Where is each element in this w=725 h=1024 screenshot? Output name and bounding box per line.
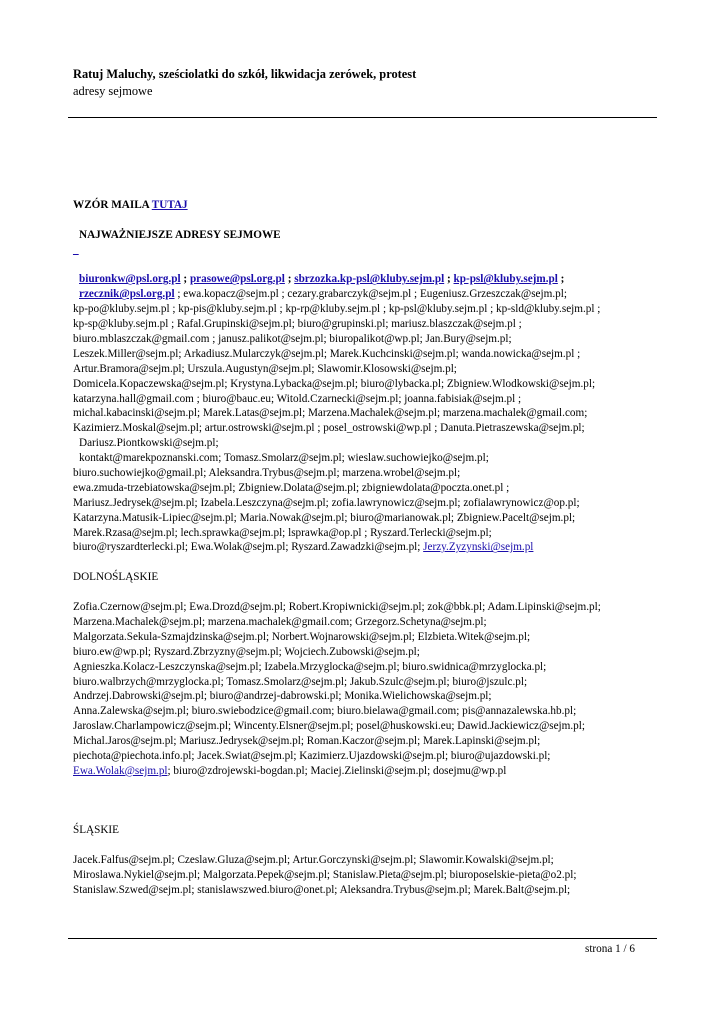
template-line — [73, 198, 657, 213]
important-line: Domicela.Kopaczewska@sejm.pl; Krystyna.Lybacka@sejm.pl; biuro@lybacka.pl; Zbigniew.Wlodkowski@sejm.pl; — [73, 377, 596, 390]
dolnoslaskie-line: Marzena.Machalek@sejm.pl; marzena.machalek@gmail.com; Grzegorz.Schetyna@sejm.pl; — [73, 615, 487, 628]
slaskie-line: Stanislaw.Szwed@sejm.pl; stanislawszwed.biuro@onet.pl; Aleksandra.Trybus@sejm.pl; Marek.Balt@sejm.pl; — [73, 883, 571, 896]
section-heading-dolnoslaskie: DOLNOŚLĄSKIE — [73, 571, 159, 584]
important-line: Kazimierz.Moskal@sejm.pl; artur.ostrowski@sejm.pl ; posel_ostrowski@wp.pl ; Danuta.Pietraszewska@sejm.pl; — [73, 422, 585, 435]
important-heading: NAJWAŻNIEJSZE ADRESY SEJMOWE — [79, 228, 281, 241]
dolnoslaskie-line: Anna.Zalewska@sejm.pl; biuro.swiebodzice@gmail.com; biuro.bielawa@gmail.com; pis@annazalewska.hb.pl; — [73, 705, 577, 718]
important-line: Mariusz.Jedrysek@sejm.pl; Izabela.Leszczyna@sejm.pl; zofia.lawrynowicz@sejm.pl; zofialawrynowicz@op.pl; — [73, 496, 580, 509]
important-links-line: biuronkw@psl.org.pl ; prasowe@psl.org.pl ; sbrzozka.kp-psl@kluby.sejm.pl ; kp-psl@kluby.sejm.pl ; — [79, 273, 565, 286]
dolnoslaskie-line: Ewa.Wolak@sejm.pl; biuro@zdrojewski-bogdan.pl; Maciej.Zielinski@sejm.pl; dosejmu@wp.pl — [73, 764, 507, 777]
important-line: Katarzyna.Matusik-Lipiec@sejm.pl; Maria.Nowak@sejm.pl; biuro@marianowak.pl; Zbigniew.Pacelt@sejm.pl; — [73, 511, 576, 524]
important-line: biuro@ryszardterlecki.pl; Ewa.Wolak@sejm.pl; Ryszard.Zawadzki@sejm.pl; Jerzy.Zyzynski@sejm.pl — [73, 541, 534, 554]
important-marker-link[interactable]: _ — [73, 243, 79, 256]
important-line: Marek.Rzasa@sejm.pl; lech.sprawka@sejm.pl; lsprawka@op.pl ; Ryszard.Terlecki@sejm.pl; — [73, 526, 492, 539]
important-line: Leszek.Miller@sejm.pl; Arkadiusz.Mularczyk@sejm.pl; Marek.Kuchcinski@sejm.pl; wanda.nowicka@sejm.pl ; — [73, 347, 581, 360]
email-link[interactable]: Ewa.Wolak@sejm.pl — [73, 764, 168, 777]
slaskie-line: Jacek.Falfus@sejm.pl; Czeslaw.Gluza@sejm.pl; Artur.Gorczynski@sejm.pl; Slawomir.Kowalski@sejm.pl; — [73, 854, 554, 867]
important-line: kontakt@marekpoznanski.com; Tomasz.Smolarz@sejm.pl; wieslaw.suchowiejko@sejm.pl; — [79, 452, 489, 465]
section-heading-slaskie: ŚLĄSKIE — [73, 824, 119, 837]
dolnoslaskie-line: biuro.walbrzych@mrzyglocka.pl; Tomasz.Smolarz@sejm.pl; Jakub.Szulc@sejm.pl; biuro@jszulc.pl; — [73, 675, 528, 688]
email-link[interactable]: Jerzy.Zyzynski@sejm.pl — [423, 541, 534, 554]
dolnoslaskie-line: Zofia.Czernow@sejm.pl; Ewa.Drozd@sejm.pl; Robert.Kropiwnicki@sejm.pl; zok@bbk.pl; Adam.Lipinski@sejm.pl; — [73, 601, 601, 614]
dolnoslaskie-line: Jaroslaw.Charlampowicz@sejm.pl; Wincenty.Elsner@sejm.pl; posel@huskowski.eu; Dawid.Jackiewicz@sejm.pl; — [73, 720, 585, 733]
dolnoslaskie-line: biuro.ew@wp.pl; Ryszard.Zbrzyzny@sejm.pl; Wojciech.Zubowski@sejm.pl; — [73, 645, 420, 658]
email-link[interactable]: biuronkw@psl.org.pl — [79, 273, 181, 286]
dolnoslaskie-line: Michal.Jaros@sejm.pl; Mariusz.Jedrysek@sejm.pl; Roman.Kaczor@sejm.pl; Marek.Lapinski@sejm.pl; — [73, 735, 541, 748]
dolnoslaskie-line: piechota@piechota.info.pl; Jacek.Swiat@sejm.pl; Kazimierz.Ujazdowski@sejm.pl; biuro@ujazdowski.pl; — [73, 749, 551, 762]
important-line: biuro.suchowiejko@gmail.pl; Aleksandra.Trybus@sejm.pl; marzena.wrobel@sejm.pl; — [73, 467, 461, 480]
important-line: Dariusz.Piontkowski@sejm.pl; — [79, 437, 219, 450]
dolnoslaskie-line: Malgorzata.Sekula-Szmajdzinska@sejm.pl; Norbert.Wojnarowski@sejm.pl; Elzbieta.Witek@sejm.pl; — [73, 630, 531, 643]
template-label: WZÓR MAILA — [73, 199, 150, 211]
important-line: Artur.Bramora@sejm.pl; Urszula.Augustyn@sejm.pl; Slawomir.Klosowski@sejm.pl; — [73, 362, 457, 375]
email-link[interactable]: sbrzozka.kp-psl@kluby.sejm.pl — [294, 273, 445, 286]
email-link[interactable]: prasowe@psl.org.pl — [189, 273, 285, 286]
important-line: kp-po@kluby.sejm.pl ; kp-pis@kluby.sejm.pl ; kp-rp@kluby.sejm.pl ; kp-psl@kluby.sejm.pl ; kp-sld@kluby.sejm.pl ; — [73, 303, 601, 316]
important-line: katarzyna.hall@gmail.com ; biuro@bauc.eu; Witold.Czarnecki@sejm.pl; joanna.fabisiak@sejm.pl ; — [73, 392, 522, 405]
important-line: rzecznik@psl.org.pl ; ewa.kopacz@sejm.pl ; cezary.grabarczyk@sejm.pl ; Eugeniusz.Grzeszczak@sejm.pl; — [79, 288, 567, 301]
email-link[interactable]: rzecznik@psl.org.pl — [79, 288, 175, 301]
email-link[interactable]: kp-psl@kluby.sejm.pl — [453, 273, 558, 286]
document-body — [73, 198, 657, 898]
page-number: strona 1 / 6 — [584, 943, 635, 955]
template-link[interactable]: TUTAJ — [151, 199, 188, 211]
important-line: ewa.zmuda-trzebiatowska@sejm.pl; Zbigniew.Dolata@sejm.pl; zbigniewdolata@poczta.onet.pl ; — [73, 481, 510, 494]
document-title: Ratuj Maluchy, sześciolatki do szkół, likwidacja zerówek, protest — [73, 67, 417, 81]
dolnoslaskie-line: Agnieszka.Kolacz-Leszczynska@sejm.pl; Izabela.Mrzyglocka@sejm.pl; biuro.swidnica@mrzyglocka.pl; — [73, 660, 547, 673]
footer-rule — [68, 938, 657, 939]
dolnoslaskie-line: Andrzej.Dabrowski@sejm.pl; biuro@andrzej-dabrowski.pl; Monika.Wielichowska@sejm.pl; — [73, 690, 492, 703]
document-subtitle: adresy sejmowe — [73, 84, 153, 98]
important-line: biuro.mblaszczak@gmail.com ; janusz.palikot@sejm.pl; biuropalikot@wp.pl; Jan.Bury@sejm.pl; — [73, 333, 512, 346]
slaskie-line: Miroslawa.Nykiel@sejm.pl; Malgorzata.Pepek@sejm.pl; Stanislaw.Pieta@sejm.pl; biuroposelskie-pieta@o2.pl; — [73, 869, 577, 882]
important-line: michal.kabacinski@sejm.pl; Marek.Latas@sejm.pl; Marzena.Machalek@sejm.pl; marzena.machalek@gmail.com; — [73, 407, 588, 420]
important-line: kp-sp@kluby.sejm.pl ; Rafal.Grupinski@sejm.pl; biuro@grupinski.pl; mariusz.blaszczak@sejm.pl ; — [73, 318, 522, 331]
header-rule — [68, 117, 657, 118]
